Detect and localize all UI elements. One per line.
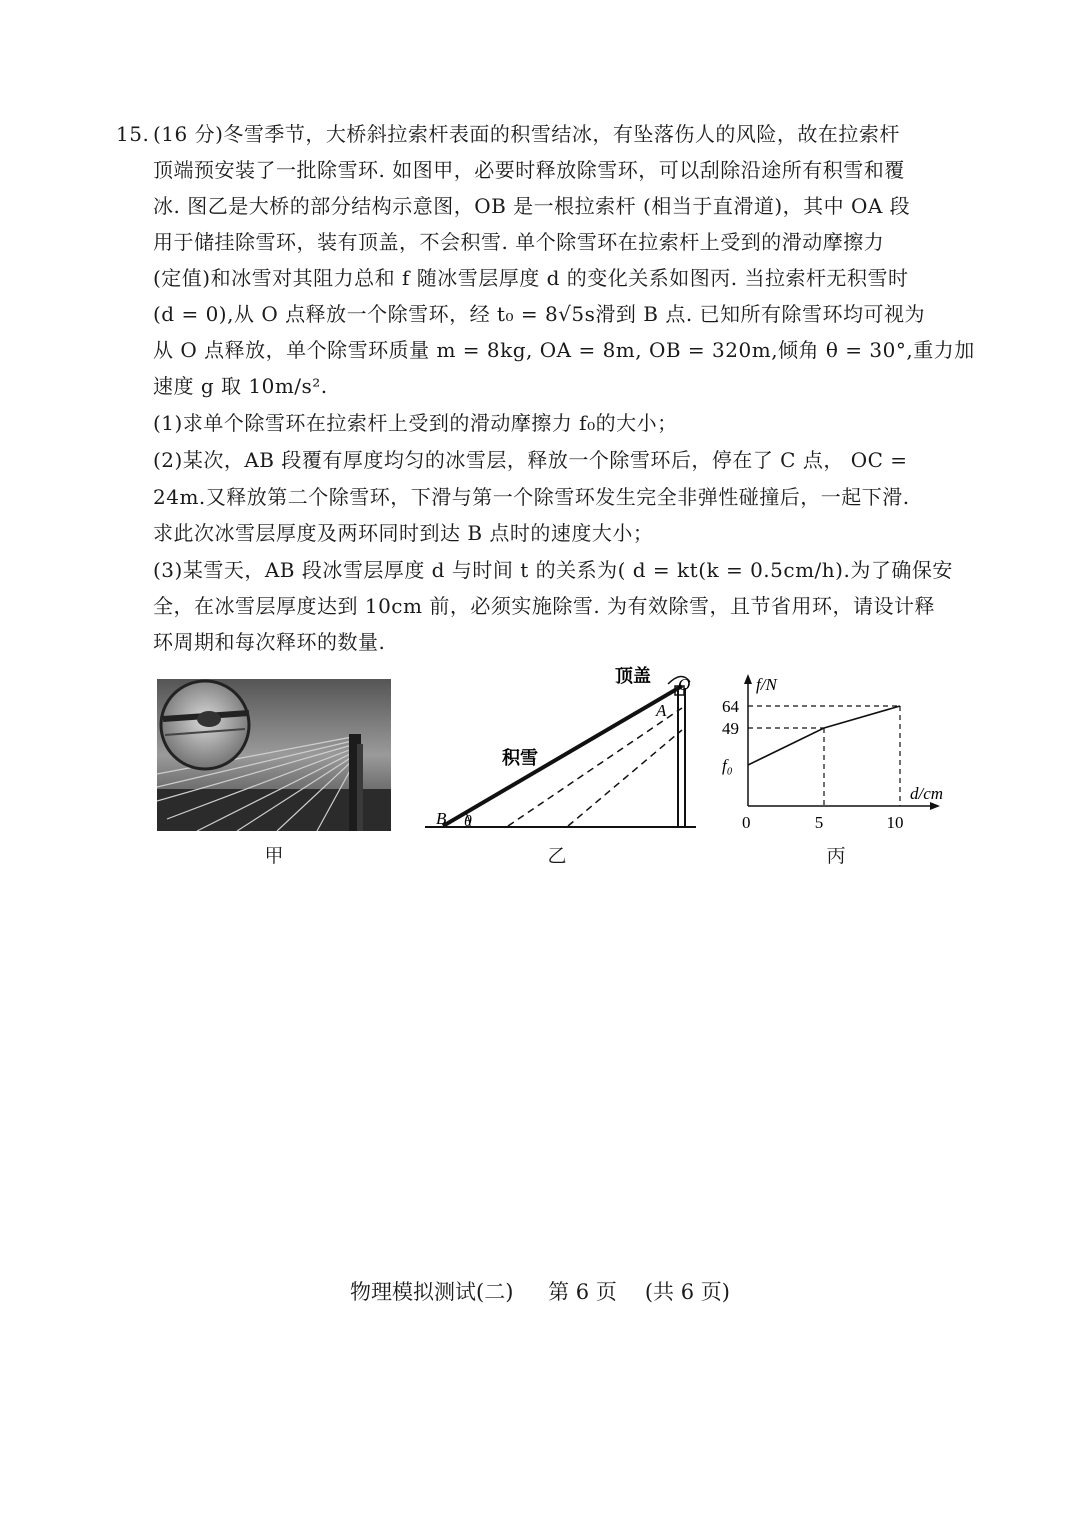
y-axis-label: f/N — [756, 675, 777, 694]
x-tick-label: 10 — [886, 813, 904, 832]
question-line: 冰. 图乙是大桥的部分结构示意图，OB 是一根拉索杆 (相当于直滑道)，其中 OA 段 — [153, 194, 911, 218]
label-b: B — [436, 809, 447, 828]
x-axis-arrow — [930, 802, 940, 810]
y-axis-arrow — [744, 674, 752, 684]
footer-page: 第 6 页 — [548, 1280, 617, 1304]
sub-question-3: (3)某雪天，AB 段冰雪层厚度 d 与时间 t 的关系为( d = kt(k = 0.5cm/h).为了确保安 — [153, 558, 953, 582]
label-theta: θ — [464, 813, 472, 830]
label-a: A — [656, 701, 667, 720]
footer-title: 物理模拟测试(二) — [350, 1280, 514, 1304]
question-line: 15. (16 分)冬雪季节，大桥斜拉索杆表面的积雪结冰，有坠落伤人的风险，故在拉索杆 — [116, 116, 900, 152]
label-cap: 顶盖 — [615, 666, 651, 686]
page-footer — [0, 1276, 1080, 1306]
sub-question-2: (2)某次，AB 段覆有厚度均匀的冰雪层，释放一个除雪环后，停在了 C 点， OC = — [153, 448, 908, 472]
caption-jia: 甲 — [264, 845, 284, 867]
label-snow: 积雪 — [502, 748, 538, 768]
question-line: 24m.又释放第二个除雪环，下滑与第一个除雪环发生完全非弹性碰撞后，一起下滑. — [153, 485, 910, 509]
x-tick-label: 5 — [814, 813, 824, 832]
figure-bing-chart — [718, 668, 958, 838]
question-line: (定值)和冰雪对其阻力总和 f 随冰雪层厚度 d 的变化关系如图丙. 当拉索杆无积雪时 — [153, 266, 909, 290]
label-o: O — [678, 675, 691, 694]
y-tick-label: 64 — [722, 697, 739, 716]
sub-question-1: (1)求单个除雪环在拉索杆上受到的滑动摩擦力 f₀的大小； — [153, 411, 678, 435]
y-tick-label: 49 — [722, 719, 739, 738]
cable-ob — [443, 686, 682, 826]
question-line: 顶端预安装了一批除雪环. 如图甲，必要时释放除雪环，可以刮除沿途所有积雪和覆 — [153, 158, 905, 182]
x-tick-label: 0 — [742, 813, 751, 832]
caption-yi: 乙 — [547, 845, 567, 867]
question-line: 从 O 点释放，单个除雪环质量 m = 8kg, OA = 8m, OB = 320m,倾角 θ = 30°,重力加 — [153, 338, 975, 362]
footer-total: (共 6 页) — [644, 1280, 730, 1304]
question-line: 速度 g 取 10m/s². — [153, 374, 328, 398]
x-axis-label: d/cm — [910, 784, 944, 803]
question-line: 求此次冰雪层厚度及两环同时到达 B 点时的速度大小； — [153, 521, 654, 545]
y-tick-label: f₀ — [722, 756, 733, 775]
figure-yi-diagram — [420, 660, 700, 835]
caption-bing: 丙 — [826, 845, 846, 867]
question-line: (d = 0),从 O 点释放一个除雪环，经 t₀ = 8√5s滑到 B 点. 已知所有除雪环均可视为 — [153, 302, 926, 326]
question-line: 环周期和每次释环的数量. — [153, 630, 386, 654]
question-number: 15. — [116, 122, 150, 146]
figure-jia-photo — [157, 679, 391, 831]
question-line: 用于储挂除雪环，装有顶盖，不会积雪. 单个除雪环在拉索杆上受到的滑动摩擦力 — [153, 230, 885, 254]
question-line: 全，在冰雪层厚度达到 10cm 前，必须实施除雪. 为有效除雪，且节省用环，请设计释 — [153, 594, 936, 618]
